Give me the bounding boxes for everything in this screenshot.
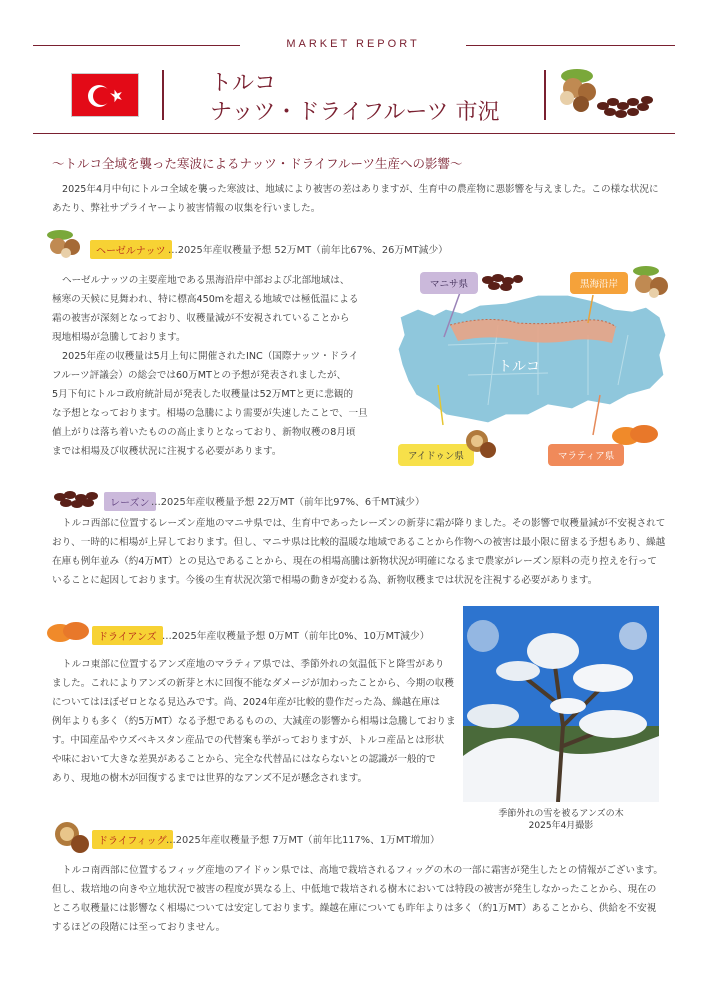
hazelnut-line-9: 値上がりは落ち着いたものの高止まりとなっており、新物収穫の8月頃 [52,427,356,438]
map-tag-aydin: アイドゥン県 [398,444,474,466]
fig-line-1: トルコ南西部に位置するフィッグ産地のアイドゥン県では、高地で栽培されるフィッグの木の一部に霜害が発生したとの情報がございます。 [62,865,663,876]
intro-line-2: あたり、弊社サプライヤーより被害情報の収集を行いました。 [52,203,321,214]
photo-caption-line-2: 2025年4月撮影 [528,821,594,831]
apricot-label: ドライアンズ [92,626,163,645]
header-bottom-rule [33,133,675,134]
raisin-line-4: いることに起因しております。今後の生育状況次第で相場の動きが変わる為、新物収穫までは状況を注視する必要があります。 [52,575,598,586]
turkey-flag-icon [71,73,139,117]
page-title: ナッツ・ドライフルーツ 市況 [210,100,500,125]
apricot-line-3: についてはほぼゼロとなる見込みです。尚、2024年産が比較的豊作だった為、繰越在庫は [52,697,441,708]
raisin-line-2: おり、一時的に相場が上昇しております。但し、マニサ県は比較的温暖な地域であることから作物への被害は最小限に留まる予想もあり、繰越 [52,537,666,548]
apricot-line-1: トルコ東部に位置するアンズ産地のマラティア県では、季節外れの気温低下と降雪があり [62,659,445,670]
fig-line-3: ところ収穫量には影響なく相場については安定しております。繰越在庫についても昨年よりは多く（約1万MT）あることから、供給を不安視 [52,903,657,914]
hazelnut-line-10: までは相場及び収穫状況に注視する必要があります。 [52,446,282,457]
map-country-label: トルコ [498,359,540,375]
nuts-raisins-illustration [555,62,665,122]
apricot-icon [46,620,92,644]
header-rule-left [33,45,241,46]
title-separator-right [544,70,546,120]
raisin-line-3: 在庫も例年並み（約4万MT）との見込であることから、現在の相場高騰は新物状況が明確になるまで農家がレーズン原料の売り控えを行って [52,556,657,567]
apricot-line-6: や味において大きな差異があることから、完全な代替品にはならないとの認識が一般的で [52,754,436,765]
hazelnut-line-7: 5月下旬にトルコ政府統計局が発表した収穫量は52万MTと更に悲観的 [52,389,354,400]
page-title-country: トルコ [210,71,277,96]
hazelnut-line-2: 極寒の天候に見舞われ、特に標高450mを超える地域では極低温による [52,294,359,305]
hazelnut-line-6: フルーツ評議会）の総会では60万MTとの予想が発表されましたが、 [52,370,347,381]
snow-apricot-tree-photo [463,606,659,802]
hazelnut-line-4: 現地相場が急騰しております。 [52,332,186,343]
hazelnut-label: ヘーゼルナッツ [90,240,172,259]
photo-caption-line-1: 季節外れの雪を被るアンズの木 [498,809,624,819]
hazelnut-line-5: 2025年産の収穫量は5月上旬に開催されたINC（国際ナッツ・ドライ [62,351,359,362]
raisin-summary: …2025年産収穫量予想 22万MT（前年比97%、6千MT減少） [151,497,425,508]
apricot-summary: …2025年産収穫量予想 0万MT（前年比0%、10万MT減少） [162,631,430,642]
apricot-line-2: ました。これによりアンズの新芽と木に回復不能なダメージが加わったことから、今期の収穫 [52,678,454,689]
map-tag-malatya: マラティア県 [548,444,624,466]
apricot-line-5: す。中国産品やウズベキスタン産品での代替案も挙がっておりますが、トルコ産品とは形状 [52,735,445,746]
fig-label: ドライフィッグ [92,830,173,849]
intro-line-1: 2025年4月中旬にトルコ全域を襲った寒波は、地域により被害の差はありますが、生育中の農産物に悪影響を与えました。この様な状況に [62,184,659,195]
map-fig-icon [464,426,498,460]
hazelnut-line-8: な予想となっております。相場の急騰により需要が失速したことで、一旦 [52,408,368,419]
header-rule-right [465,45,675,46]
hazelnut-summary: …2025年産収穫量予想 52万MT（前年比67%、26万MT減少） [168,245,448,256]
title-separator-left [162,70,164,120]
fig-line-2: 但し、栽培地の向きや立地状況で被害の程度が異なる上、中低地で栽培される樹木においては特段の被害が発生しなかったことから、現在の [52,884,657,895]
raisin-icon [52,488,102,508]
map-raisin-icon [480,270,524,292]
hazelnut-line-1: ヘーゼルナッツの主要産地である黒海沿岸中部および北部地域は、 [62,275,350,286]
fig-line-4: するほどの段階には至っておりません。 [52,922,226,933]
raisin-label: レーズン [104,492,156,511]
apricot-line-7: あり、現地の樹木が回復するまでは世界的なアンズ不足が懸念されます。 [52,773,368,784]
map-tag-black-sea: 黒海沿岸 [570,272,628,294]
map-tag-manisa: マニサ県 [420,272,478,294]
fig-summary: …2025年産収穫量予想 7万MT（前年比117%、1万MT増加） [166,835,440,846]
apricot-line-4: 例年よりも多く（約5万MT）なる予想であるものの、大減産の影響から相場は急騰しておりま [52,716,456,727]
fig-icon [52,818,92,854]
hazelnut-icon [46,227,88,259]
section-subheading: ～トルコ全域を襲った寒波によるナッツ・ドライフルーツ生産への影響～ [52,156,463,171]
raisin-line-1: トルコ西部に位置するレーズン産地のマニサ県では、生育中であったレーズンの新芽に霜が降りました。その影響で収穫量減が不安視されて [62,518,666,529]
report-tag: MARKET REPORT [240,38,466,50]
hazelnut-line-3: 霜の被害が深刻となっており、収穫量減が不安視されていることから [52,313,350,324]
map-hazelnut-icon [632,262,674,300]
map-apricot-icon [610,422,662,448]
